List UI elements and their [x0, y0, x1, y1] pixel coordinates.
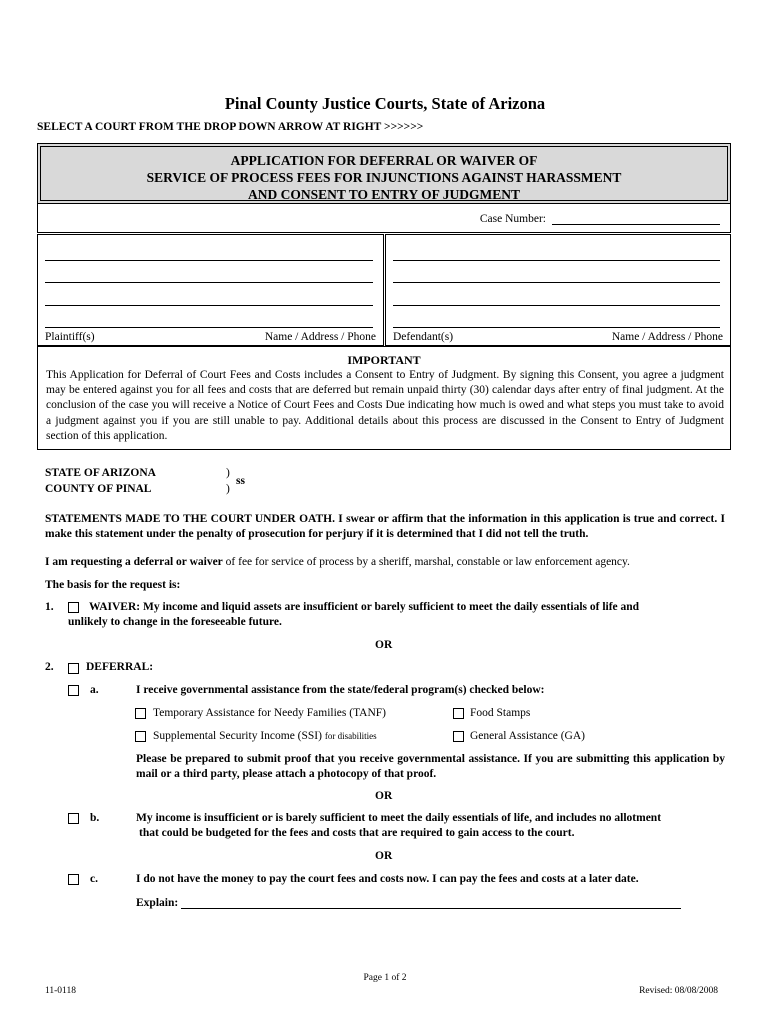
case-number-box [37, 203, 731, 233]
deferral-checkbox[interactable] [68, 663, 79, 674]
important-heading: IMPORTANT [347, 353, 421, 367]
plaintiff-box [37, 234, 384, 346]
or-separator-1: OR [375, 639, 393, 651]
plaintiff-label: Plaintiff(s) [45, 331, 95, 343]
request-statement [45, 556, 630, 568]
waiver-checkbox[interactable] [68, 602, 79, 613]
defendant-label: Defendant(s) [393, 331, 454, 343]
explain-label: Explain: [136, 897, 179, 909]
option-b-checkbox[interactable] [68, 813, 79, 824]
option-a-letter: a. [90, 684, 99, 696]
ssi-note: for disabilities [324, 731, 377, 741]
defendant-line-4[interactable] [393, 327, 720, 328]
or-separator-2: OR [375, 790, 393, 802]
ssi-label-row [153, 730, 377, 742]
food-stamps-checkbox[interactable] [453, 708, 464, 719]
case-number-label: Case Number: [479, 213, 546, 225]
option-b-line1: My income is insufficient or is barely sufficient to meet the daily essentials of life, and includes no allotment [136, 812, 662, 824]
form-title-line3: AND CONSENT TO ENTRY OF JUDGMENT [248, 187, 520, 202]
ga-checkbox[interactable] [453, 731, 464, 742]
form-title-line1: APPLICATION FOR DEFERRAL OR WAIVER OF [230, 153, 538, 168]
waiver-text-line2: unlikely to change in the foreseeable future. [68, 616, 282, 628]
explain-row [136, 896, 681, 909]
plaintiff-line-2[interactable] [45, 282, 373, 283]
venue-ss: ss [236, 475, 245, 487]
revised-date: Revised: 08/08/2008 [639, 986, 718, 996]
ga-label: General Assistance (GA) [470, 730, 585, 742]
plaintiff-info-label: Name / Address / Phone [264, 331, 376, 343]
plaintiff-line-1[interactable] [45, 260, 373, 261]
form-title-box [37, 143, 731, 204]
request-statement-bold: I am requesting a deferral or waiver [45, 556, 223, 568]
defendant-info-label: Name / Address / Phone [611, 331, 723, 343]
form-title-line2: SERVICE OF PROCESS FEES FOR INJUNCTIONS AGAINST HARASSMENT [146, 170, 622, 185]
page-number: Page 1 of 2 [363, 973, 407, 983]
case-number-field[interactable] [552, 212, 720, 225]
venue-state: STATE OF ARIZONA [45, 467, 156, 479]
proof-instruction: Please be prepared to submit proof that you receive governmental assistance. If you are submitting this application by mail or a third party, please attach a photocopy of that proof. [136, 753, 725, 780]
explain-field[interactable] [181, 896, 681, 909]
oath-statement: STATEMENTS MADE TO THE COURT UNDER OATH. I swear or affirm that the information in this application is true and correct. I make this statement under the penalty of prosecution for perjury if it is determined that I did not tell the truth. [45, 513, 725, 540]
tanf-label: Temporary Assistance for Needy Families (TANF) [153, 707, 387, 719]
food-stamps-label: Food Stamps [470, 707, 531, 719]
venue-paren-top: ) [226, 467, 230, 479]
important-text: This Application for Deferral of Court Fees and Costs includes a Consent to Entry of Judgment. By signing this Consent, you agree a judgment may be entered against you for all fees and costs that are deferred but remain unpaid thirty (30) calendar days after entry of final judgment. At the conclusion of the case you will receive a Notice of Court Fees and Costs Due indicating how much is owed and what steps you must take to avoid a judgment against you if you are still unable to pay. Additional details about this process are discussed in the Consent to Entry of Judgment section of this application. [46, 369, 724, 442]
request-statement-rest: of fee for service of process by a sheriff, marshal, constable or law enforcement agency. [222, 556, 630, 568]
ssi-checkbox[interactable] [135, 731, 146, 742]
deferral-number: 2. [45, 661, 54, 673]
defendant-box [385, 234, 731, 346]
or-separator-3: OR [375, 850, 393, 862]
option-c-letter: c. [90, 873, 98, 885]
plaintiff-line-3[interactable] [45, 305, 373, 306]
waiver-number: 1. [45, 601, 54, 613]
option-a-text: I receive governmental assistance from the state/federal program(s) checked below: [136, 684, 545, 696]
form-number: 11-0118 [45, 986, 76, 996]
tanf-checkbox[interactable] [135, 708, 146, 719]
select-court-instruction: SELECT A COURT FROM THE DROP DOWN ARROW AT RIGHT >>>>>> [37, 121, 424, 133]
venue-county: COUNTY OF PINAL [45, 483, 152, 495]
option-b-line2: that could be budgeted for the fees and costs that are required to gain access to the court. [139, 827, 575, 839]
form-title-inner [40, 146, 728, 201]
court-title: Pinal County Justice Courts, State of Arizona [224, 94, 546, 113]
venue-paren-bottom: ) [226, 483, 230, 495]
defendant-line-1[interactable] [393, 260, 720, 261]
option-a-checkbox[interactable] [68, 685, 79, 696]
waiver-text: WAIVER: My income and liquid assets are insufficient or barely sufficient to meet the daily essentials of life and [89, 601, 640, 613]
option-c-text: I do not have the money to pay the court fees and costs now. I can pay the fees and costs at a later date. [136, 873, 639, 885]
defendant-line-3[interactable] [393, 305, 720, 306]
option-c-checkbox[interactable] [68, 874, 79, 885]
option-b-letter: b. [90, 812, 100, 824]
ssi-label: Supplemental Security Income (SSI) [153, 730, 322, 742]
important-notice-box [37, 346, 731, 450]
deferral-label: DEFERRAL: [86, 661, 154, 673]
case-number-row [480, 212, 720, 225]
basis-label: The basis for the request is: [45, 579, 181, 591]
plaintiff-line-4[interactable] [45, 327, 373, 328]
defendant-line-2[interactable] [393, 282, 720, 283]
